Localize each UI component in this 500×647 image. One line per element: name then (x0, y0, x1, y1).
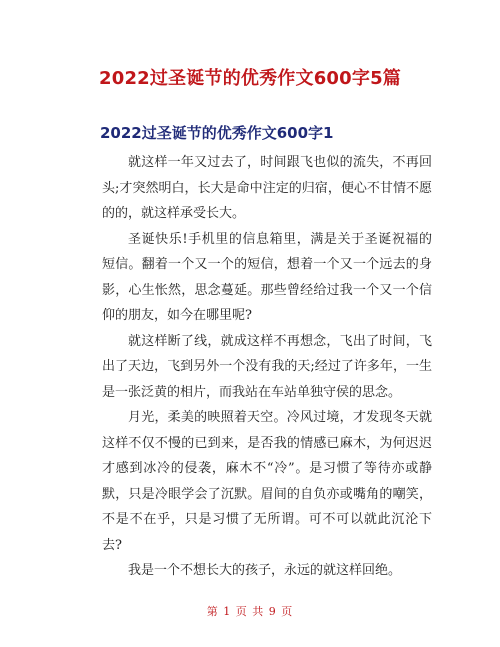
paragraph-4: 月光，柔美的映照着天空。冷风过境，才发现冬天就这样不仅不慢的已到来，是否我的情感已麻木，为何迟迟才感到冰冷的侵袭，麻木不“冷”。是习惯了等待亦或静默，只是冷眼学会了沉默。眉间的自负亦或嘴角的嘲笑，不是不在乎，只是习惯了无所谓。可不可以就此沉沦下去? (102, 410, 432, 553)
page-indicator: 第 1 页 共 9 页 (206, 605, 294, 618)
paragraph-5: 我是一个不想长大的孩子，永远的就这样回绝。 (128, 563, 402, 578)
article-body (102, 150, 432, 584)
section-heading: 2022过圣诞节的优秀作文600字1 (100, 124, 334, 142)
paragraph-1: 就这样一年又过去了，时间跟飞也似的流失，不再回头;才突然明白，长大是命中注定的归宿，便心不甘情不愿的的，就这样承受长大。 (102, 155, 432, 221)
paragraph-3: 就这样断了线，就成这样不再想念，飞出了时间，飞出了天边，飞到另外一个没有我的天;经过了许多年，一生是一张泛黄的相片，而我站在车站单独守侯的思念。 (102, 333, 432, 400)
paragraph-2: 圣诞快乐!手机里的信息箱里，满是关于圣诞祝福的短信。翻着一个又一个的短信，想着一个又一个远去的身影，心生怅然，思念蔓延。那些曾经给过我一个又一个信仰的朋友，如今在哪里呢? (102, 231, 432, 323)
document-title: 2022过圣诞节的优秀作文600字5篇 (99, 68, 401, 89)
